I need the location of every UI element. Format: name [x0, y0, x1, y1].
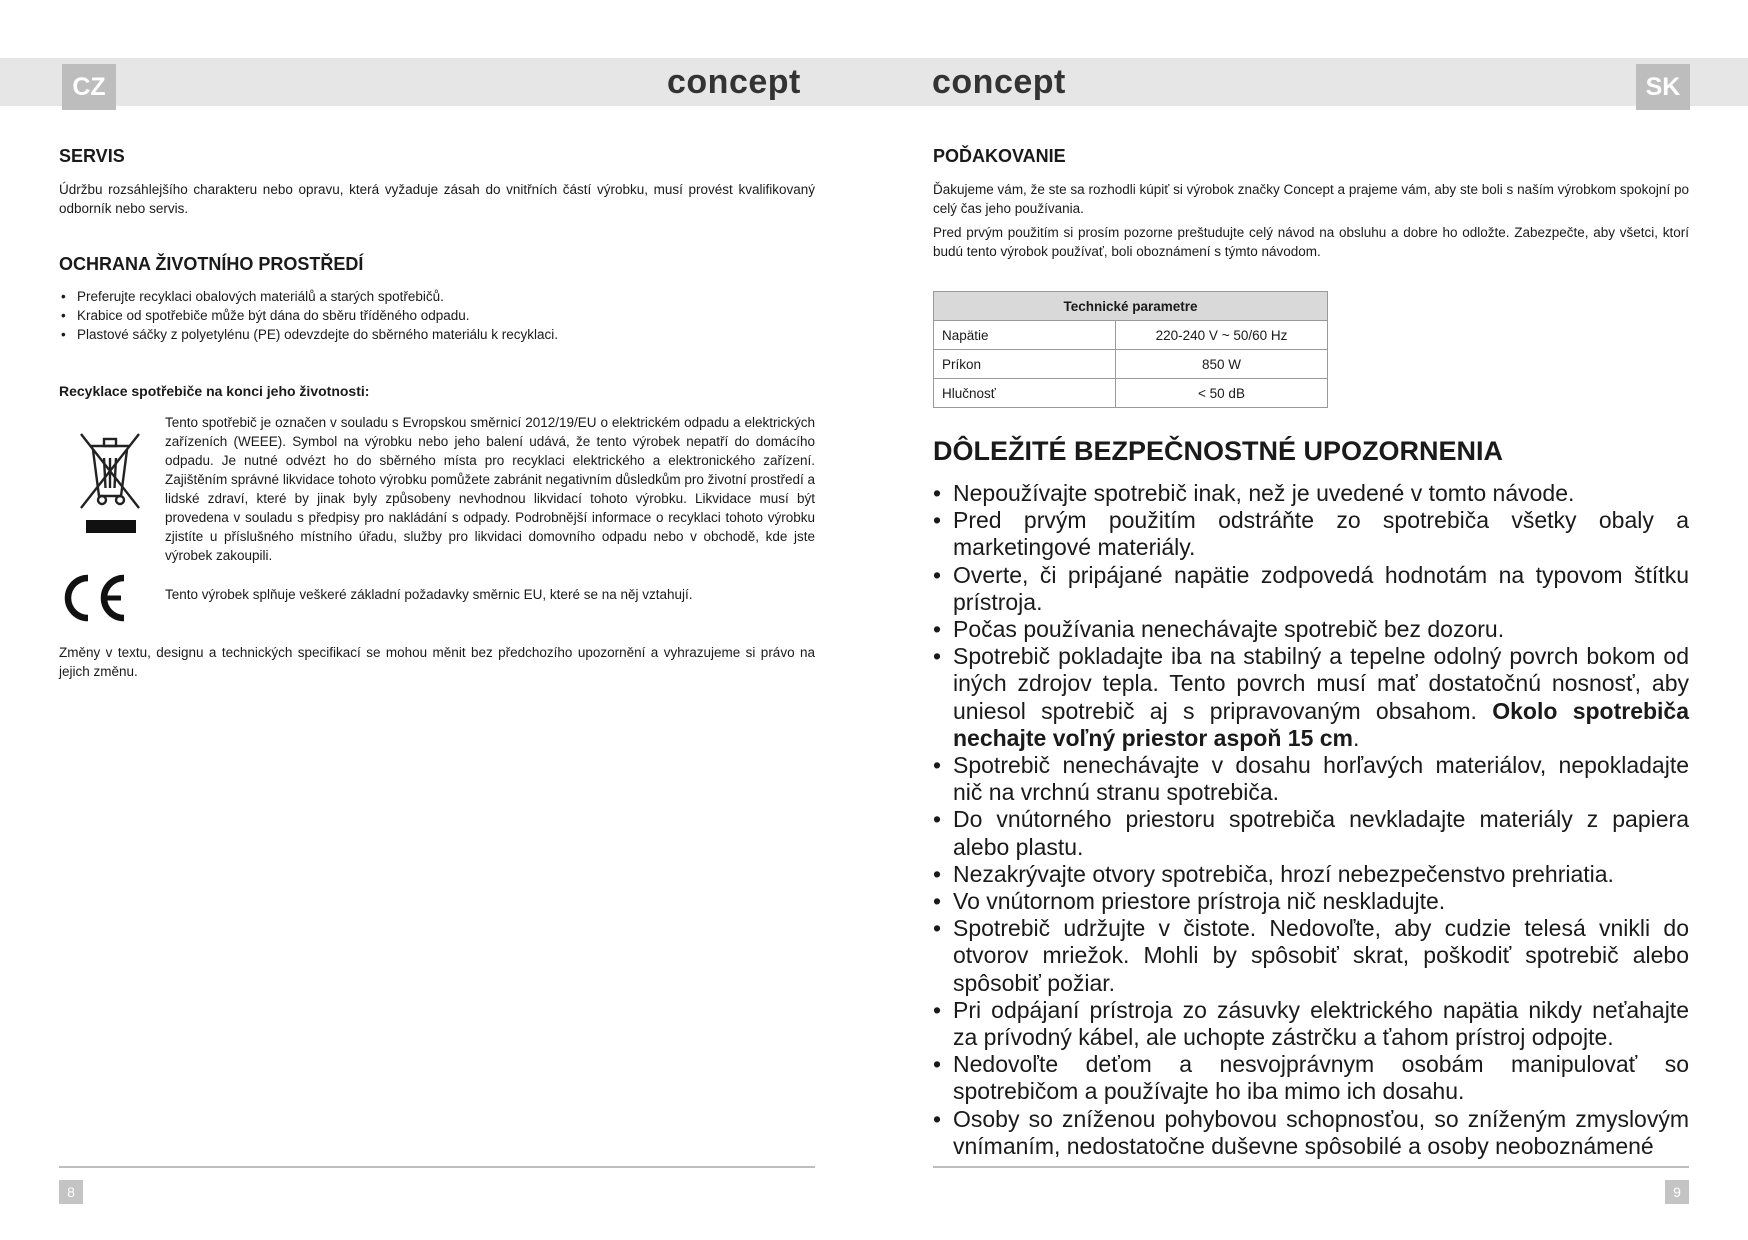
list-item: • Spotrebič nenechávajte v dosahu horľavých materiálov, nepokladajte nič na vrchnú stranu spotrebiča. [933, 752, 1689, 806]
safety-heading: DÔLEŽITÉ BEZPEČNOSTNÉ UPOZORNENIA [933, 436, 1504, 466]
table-cell-label: Hlučnosť [934, 379, 1116, 408]
environment-list [59, 287, 815, 344]
technical-parameters-table [933, 291, 1328, 408]
changes-notice: Změny v textu, designu a technických specifikací se mohou měnit bez předchozího upozornění a vyhrazujeme si právo na jejich změnu. [59, 645, 815, 679]
list-item: • Nezakrývajte otvory spotrebiča, hrozí nebezpečenstvo prehriatia. [933, 861, 1689, 888]
table-header: Technické parametre [934, 292, 1328, 321]
ce-text: Tento výrobek splňuje veškeré základní požadavky směrnic EU, které se na něj vztahují. [165, 587, 693, 602]
language-badge-cz: CZ [62, 64, 116, 110]
safety-list [933, 480, 1689, 1160]
thanks-paragraph-2: Pred prvým použitím si prosím pozorne preštudujte celý návod na obsluhu a dobre ho odložte. Zabezpečte, aby všetci, ktorí budú tento výrobok používať, boli oboznámení s týmto návodom. [933, 225, 1689, 259]
list-item-text: Spotrebič pokladajte iba na stabilný a tepelne odolný povrch bokom od iných zdrojov tepla. Tento povrch musí mať dostatočnú nosnosť, aby uniesol spotrebič aj s pripravovaným obsahom. [953, 643, 1689, 724]
list-item: • Krabice od spotřebiče může být dána do sběru tříděného odpadu. [59, 306, 815, 325]
page-number-right: 9 [1665, 1180, 1689, 1204]
environment-heading: OCHRANA ŽIVOTNÍHO PROSTŘEDÍ [59, 254, 364, 274]
page-number-left: 8 [59, 1180, 83, 1204]
brand-logo-left: concept [667, 62, 801, 101]
list-item: • Do vnútorného priestoru spotrebiča nevkladajte materiály z papiera alebo plastu. [933, 806, 1689, 860]
thanks-heading: POĎAKOVANIE [933, 146, 1066, 166]
table-row [934, 379, 1328, 408]
list-item: • Pri odpájaní prístroja zo zásuvky elektrického napätia nikdy neťahajte za prívodný kábel, ale uchopte zástrčku a ťahom prístroj odpojte. [933, 997, 1689, 1051]
list-item: • Vo vnútornom priestore prístroja nič neskladujte. [933, 888, 1689, 915]
ce-mark-icon [58, 572, 130, 624]
weee-bin-icon [76, 428, 146, 536]
servis-text: Údržbu rozsáhlejšího charakteru nebo opravu, která vyžaduje zásah do vnitřních částí výrobku, musí provést kvalifikovaný odborník nebo servis. [59, 182, 815, 216]
table-cell-label: Napätie [934, 321, 1116, 350]
list-item: • Nepoužívajte spotrebič inak, než je uvedené v tomto návode. [933, 480, 1689, 507]
list-item: • Pred prvým použitím odstráňte zo spotrebiča všetky obaly a marketingové materiály. [933, 507, 1689, 561]
list-item: • Overte, či pripájané napätie zodpovedá hodnotám na typovom štítku prístroja. [933, 562, 1689, 616]
recycling-heading: Recyklace spotřebiče na konci jeho životnosti: [59, 383, 370, 399]
list-item: • Plastové sáčky z polyetylénu (PE) odevzdejte do sběrného materiálu k recyklaci. [59, 325, 815, 344]
table-cell-value: 220-240 V ~ 50/60 Hz [1116, 321, 1328, 350]
list-item: • Spotrebič udržujte v čistote. Nedovoľte, aby cudzie telesá vnikli do otvorov mriežok. Mohli by spôsobiť skrat, poškodiť spotrebič alebo spôsobiť požiar. [933, 915, 1689, 997]
list-item [933, 643, 1689, 752]
list-item: • Preferujte recyklaci obalových materiálů a starých spotřebičů. [59, 287, 815, 306]
list-item: • Počas používania nenechávajte spotrebič bez dozoru. [933, 616, 1689, 643]
list-item-end: . [1353, 724, 1360, 751]
brand-logo-right: concept [932, 62, 1066, 101]
header-bar [0, 58, 1748, 106]
thanks-paragraph-1: Ďakujeme vám, že ste sa rozhodli kúpiť si výrobok značky Concept a prajeme vám, aby ste boli s naším výrobkom spokojní po celý čas jeho používania. [933, 182, 1689, 216]
table-cell-value: < 50 dB [1116, 379, 1328, 408]
table-cell-label: Príkon [934, 350, 1116, 379]
table-row [934, 321, 1328, 350]
list-item: • Osoby so zníženou pohybovou schopnosťou, so zníženým zmyslovým vnímaním, nedostatočne duševne spôsobilé a osoby neoboznámené [933, 1106, 1689, 1160]
table-row [934, 350, 1328, 379]
servis-heading: SERVIS [59, 146, 125, 166]
weee-text: Tento spotřebič je označen v souladu s Evropskou směrnicí 2012/19/EU o elektrickém odpadu a elektrických zařízeních (WEEE). Symbol na výrobku nebo jeho balení udává, že tento výrobek nepatří do domácího odpadu. Je nutné odvézt ho do sběrného místa pro recyklaci elektrického a elektronického zařízení. Zajištěním správné likvidace tohoto výrobku pomůžete zabránit negativním důsledkům pro životní prostředí a lidské zdraví, které by jinak byly způsobeny nevhodnou likvidací tohoto výrobku. Likvidace musí být provedena v souladu s předpisy pro nakládání s odpady. Podrobnější informace o recyklaci tohoto výrobku zjistíte u příslušného místního úřadu, služby pro likvidaci domovního odpadu nebo v obchodě, kde jste výrobek zakoupili. [165, 415, 815, 563]
table-cell-value: 850 W [1116, 350, 1328, 379]
language-badge-sk: SK [1636, 64, 1690, 110]
footer-line-right [933, 1166, 1689, 1168]
list-item-bold-text: Okolo spotrebiča nechajte voľný priestor aspoň 15 cm [953, 697, 1690, 751]
footer-line-left [59, 1166, 815, 1168]
list-item: • Nedovoľte deťom a nesvojprávnym osobám manipulovať so spotrebičom a používajte ho iba mimo ich dosahu. [933, 1051, 1689, 1105]
